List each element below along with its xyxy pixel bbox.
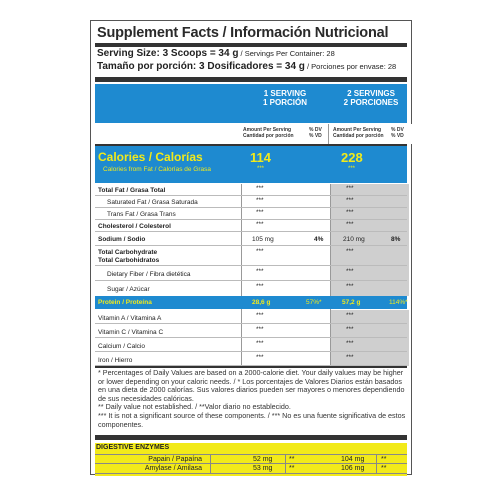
table-row: Vitamin A / Vitamina A *** ***: [95, 310, 407, 324]
calories-from-fat-label: Calories from Fat / Calorías de Grasa: [103, 166, 212, 173]
table-row: Cholesterol / Colesterol *** ***: [95, 220, 407, 232]
enzymes-rule: [95, 435, 407, 440]
calories-fat-col1: ***: [257, 166, 265, 172]
enzymes-header: DIGESTIVE ENZYMES: [96, 444, 170, 451]
col2-header-es: 2 PORCIONES: [343, 98, 399, 107]
col1-header-es: 1 PORCIÓN: [262, 98, 307, 107]
enzyme-row: Papain / Papaína 52 mg ** 104 mg **: [95, 454, 407, 464]
table-row: Saturated Fat / Grasa Saturada *** ***: [95, 196, 407, 208]
portion-size: Tamaño por porción: 3 Dosificadores = 34 g: [97, 61, 305, 72]
table-row: Total Fat / Grasa Total *** ***: [95, 184, 407, 196]
footnotes: [98, 369, 406, 429]
col2-dv-label: % DV % VD: [391, 127, 404, 139]
col1-dv-label: % DV % VD: [309, 127, 322, 139]
supplement-facts-panel: [90, 20, 412, 475]
calories-col2: 228: [341, 150, 363, 165]
servings-per-container: / Servings Per Container: 28: [238, 49, 335, 58]
table-row: Trans Fat / Grasa Trans *** ***: [95, 208, 407, 220]
col2-header: [331, 89, 411, 107]
serving-size: Serving Size: 3 Scoops = 34 g: [97, 48, 239, 59]
protein-row: Protein / Proteína 28,6 g 57%* 57,2 g 114%*: [95, 296, 407, 309]
calories-band: [95, 146, 407, 183]
amount-subheader: [95, 124, 407, 144]
portion-size-line: [97, 61, 396, 72]
title-rule: [95, 43, 407, 47]
portions-per-container: / Porciones por envase: 28: [304, 62, 397, 71]
table-row: Iron / Hierro *** ***: [95, 352, 407, 366]
table-row: Total Carbohydrate Total Carbohidratos *** ***: [95, 246, 407, 266]
panel-title: Supplement Facts / Información Nutricional: [97, 25, 389, 41]
col1-header: [240, 89, 330, 107]
col2-amount-label: Amount Per Serving Cantidad por porción: [333, 127, 384, 139]
col1-header-en: 1 SERVING: [263, 89, 307, 98]
calories-col1: 114: [250, 150, 271, 165]
enzyme-row: Amylase / Amilasa 53 mg ** 106 mg **: [95, 464, 407, 474]
table-row: Vitamin C / Vitamina C *** ***: [95, 324, 407, 338]
footnote-not-established: ** Daily value not established. / **Valor diario no establecido.: [98, 402, 291, 412]
calories-fat-col2: ***: [348, 166, 356, 172]
serving-size-line: [97, 48, 335, 59]
col1-amount-label: Amount Per Serving Cantidad por porción: [243, 127, 294, 139]
calories-label: Calories / Calorías: [98, 150, 203, 164]
serving-rule: [95, 77, 407, 82]
col2-header-en: 2 SERVINGS: [347, 89, 395, 98]
table-row: Calcium / Calcio *** ***: [95, 338, 407, 352]
table-row: Sodium / Sodio 105 mg 4% 210 mg 8%: [95, 232, 407, 246]
table-row: Sugar / Azúcar *** ***: [107, 283, 354, 293]
table-row: Dietary Fiber / Fibra dietética *** ***: [95, 266, 407, 281]
footnote-daily-values: * Percentages of Daily Values are based on a 2000-calorie diet. Your daily values may be higher or lower depending on your caloric needs. / * Los porcentajes de Valores Diarios están basados en una dieta de 2000 calorías. Sus valores diarios pueden ser mayores o menores dependiendo de sus necesidades calóricas.: [98, 368, 405, 403]
column-header-band: [95, 84, 407, 123]
footnote-not-significant: *** It is not a significant source of these components. / *** No es una fuente significativa de estos componentes.: [98, 410, 406, 429]
